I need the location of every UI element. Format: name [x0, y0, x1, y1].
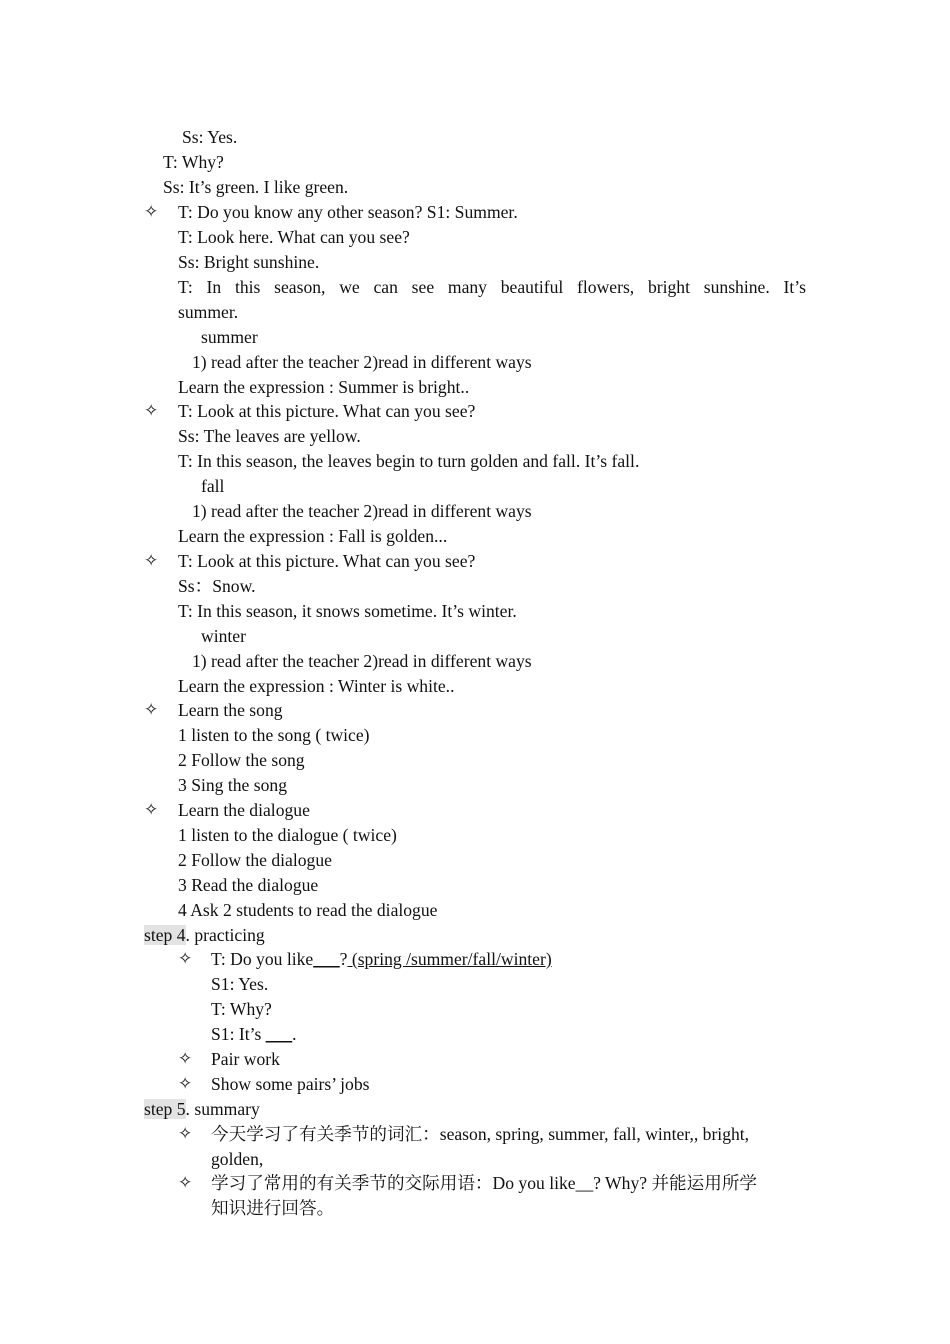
question-text: T: Do you like	[211, 949, 314, 969]
text-line: Learn the dialogue	[178, 800, 310, 820]
vocab-word: winter	[201, 626, 246, 646]
text-line: T: Look at this picture. What can you see?	[178, 551, 476, 571]
text-line: T: Do you know any other season? S1: Summer.	[178, 202, 518, 222]
text-line	[211, 948, 552, 970]
vocab-word: summer	[201, 327, 258, 347]
text-line: Ss: The leaves are yellow.	[178, 426, 361, 446]
text-line: 4 Ask 2 students to read the dialogue	[178, 900, 438, 920]
bullet-icon: ✧	[144, 551, 159, 570]
text-line: 学习了常用的有关季节的交际用语：Do you like__? Why? 并能运用所学	[211, 1173, 758, 1193]
text-line: 知识进行回答。	[211, 1198, 335, 1218]
text-line	[211, 1023, 297, 1045]
text-line: Learn the song	[178, 700, 283, 720]
text-line: 2 Follow the song	[178, 750, 305, 770]
text-line: Ss: Bright sunshine.	[178, 252, 320, 272]
text-line: T: Look here. What can you see?	[178, 227, 410, 247]
text-line: 1 listen to the song ( twice)	[178, 725, 370, 745]
text-line: Ss：Snow.	[178, 576, 256, 596]
step-label: step 4	[144, 925, 186, 945]
blank: ___	[313, 949, 340, 969]
text-line: 今天学习了有关季节的词汇：season, spring, summer, fall, winter,, bright,	[211, 1124, 750, 1144]
text-line: 1) read after the teacher 2)read in different ways	[192, 651, 532, 671]
bullet-icon: ✧	[178, 949, 193, 968]
text-line: T: In this season, we can see many beautiful flowers, bright sunshine. It’s	[178, 277, 806, 297]
step-heading	[144, 924, 265, 946]
text-line: Learn the expression : Summer is bright..	[178, 377, 470, 397]
text-line: summer.	[178, 302, 239, 322]
bullet-icon: ✧	[144, 700, 159, 719]
text-line: T: Look at this picture. What can you see?	[178, 401, 476, 421]
question-mark: ?	[339, 949, 348, 969]
answer-text: S1: It’s	[211, 1024, 266, 1044]
text-line: T: Why?	[211, 999, 272, 1019]
text-line: Learn the expression : Fall is golden...	[178, 526, 448, 546]
bullet-icon: ✧	[144, 202, 159, 221]
bullet-icon: ✧	[144, 800, 159, 819]
season-options: (spring /summer/fall/winter)	[347, 949, 552, 969]
text-line: 3 Sing the song	[178, 775, 287, 795]
bullet-icon: ✧	[178, 1049, 193, 1068]
step-title: . summary	[185, 1099, 260, 1119]
text-line: T: Why?	[163, 152, 224, 172]
text-line: Show some pairs’ jobs	[211, 1074, 370, 1094]
blank: ___	[265, 1024, 293, 1044]
period: .	[292, 1024, 297, 1044]
text-line: Learn the expression : Winter is white..	[178, 676, 455, 696]
text-line: golden,	[211, 1149, 264, 1169]
bullet-icon: ✧	[178, 1074, 193, 1093]
text-line: T: In this season, it snows sometime. It’s winter.	[178, 601, 517, 621]
text-line: Pair work	[211, 1049, 280, 1069]
step-label: step 5	[144, 1099, 186, 1119]
text-line: 2 Follow the dialogue	[178, 850, 332, 870]
text-line: Ss: Yes.	[182, 127, 238, 147]
bullet-icon: ✧	[144, 401, 159, 420]
step-title: . practicing	[185, 925, 265, 945]
vocab-word: fall	[201, 476, 225, 496]
text-line: T: In this season, the leaves begin to turn golden and fall. It’s fall.	[178, 451, 640, 471]
text-line: 1) read after the teacher 2)read in different ways	[192, 501, 532, 521]
step-heading	[144, 1098, 260, 1120]
text-line: 1) read after the teacher 2)read in different ways	[192, 352, 532, 372]
bullet-icon: ✧	[178, 1124, 193, 1143]
bullet-icon: ✧	[178, 1173, 193, 1192]
text-line: Ss: It’s green. I like green.	[163, 177, 349, 197]
text-line: S1: Yes.	[211, 974, 269, 994]
text-line: 1 listen to the dialogue ( twice)	[178, 825, 397, 845]
text-line: 3 Read the dialogue	[178, 875, 319, 895]
